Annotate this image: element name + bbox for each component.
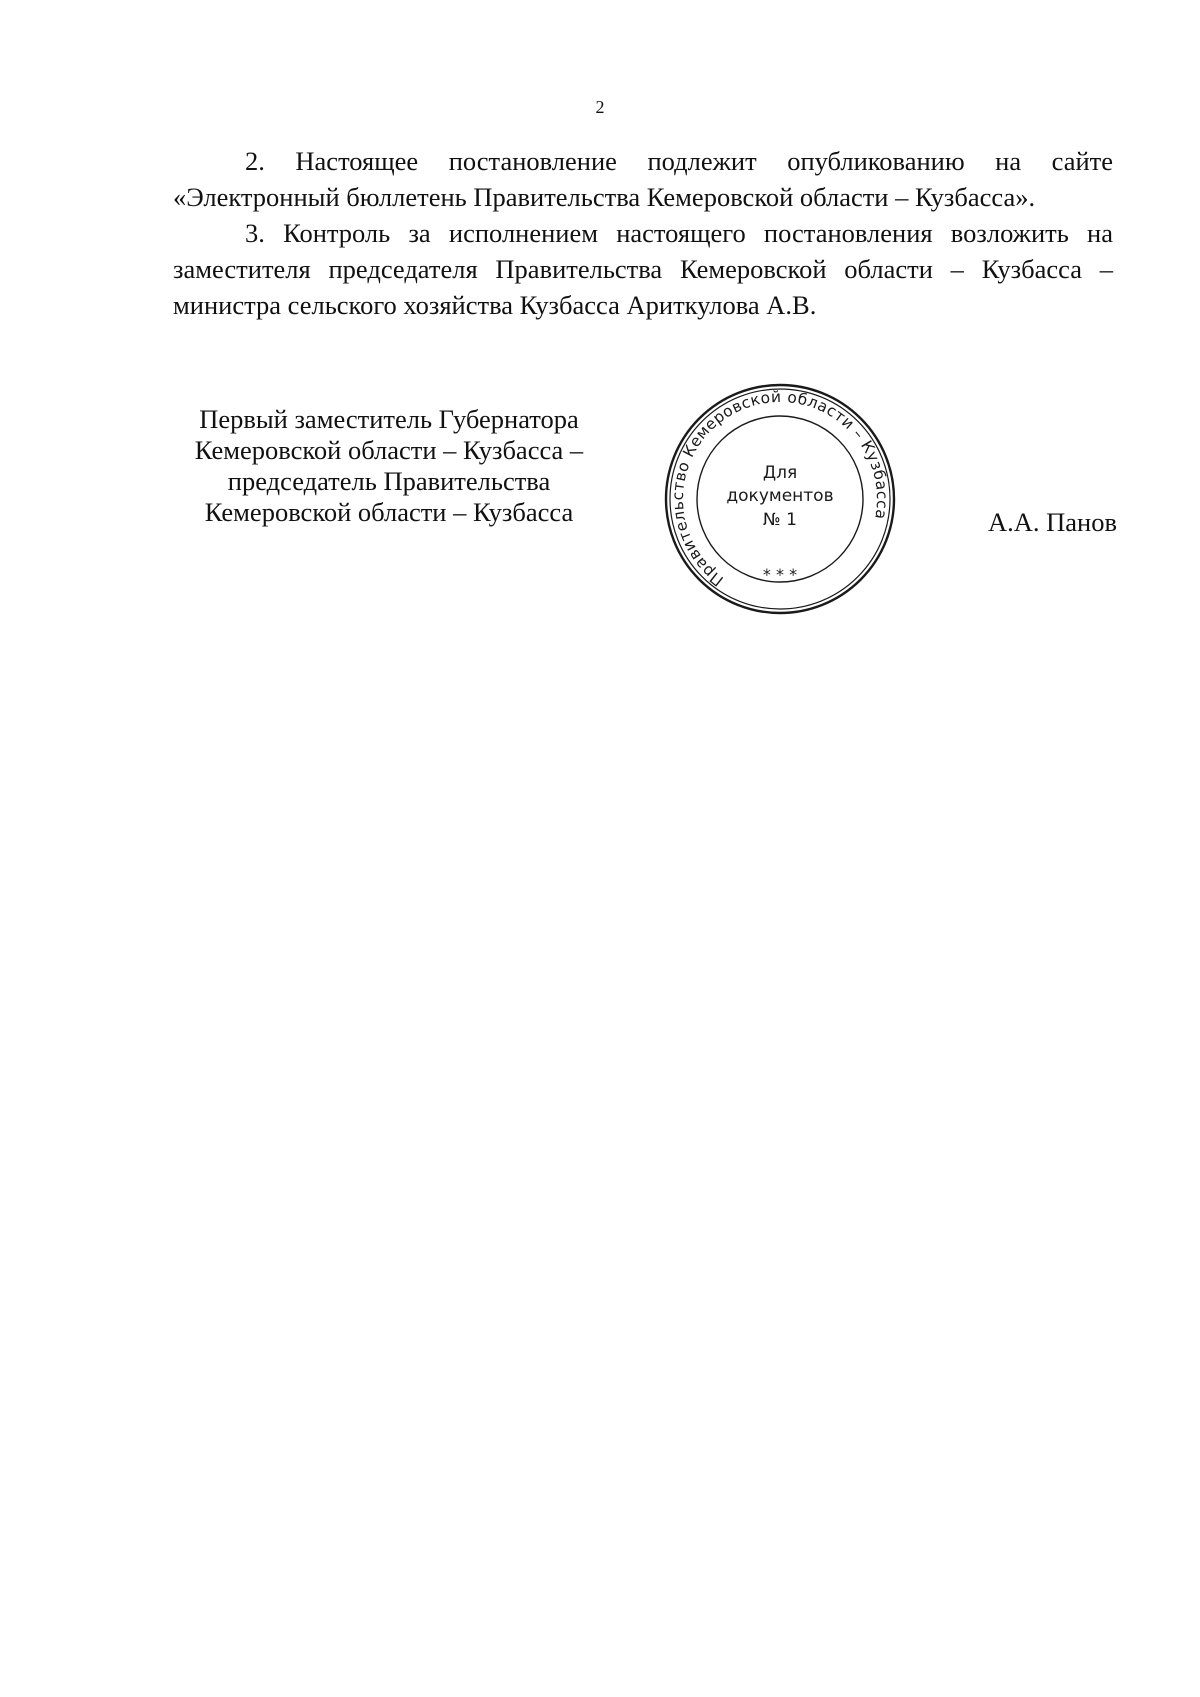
seal-center-line: документов: [726, 486, 834, 506]
paragraph-control: 3. Контроль за исполнением настоящего постановления возложить на заместителя председателя Правительства Кемеровской области – Кузбасса – министра сельского хозяйства Кузбасса Ариткулова А.В.: [173, 218, 1113, 320]
position-line: Первый заместитель Губернатора: [199, 404, 579, 434]
document-body: [173, 143, 1113, 323]
position-line: председатель Правительства: [227, 466, 551, 496]
seal-center-line: № 1: [763, 510, 797, 530]
position-line: Кемеровской области – Кузбасса –: [194, 435, 584, 465]
seal-ring-text: Правительство Кемеровской области – Кузбасса: [668, 387, 892, 590]
seal-graphic: [663, 382, 897, 616]
official-seal: [663, 382, 897, 616]
seal-center-line: Для: [762, 463, 798, 483]
signatory-position: [173, 404, 605, 528]
position-line: Кемеровской области – Кузбасса: [204, 497, 574, 527]
signatory-name: А.А. Панов: [988, 507, 1117, 537]
paragraph-publication: 2. Настоящее постановление подлежит опубликованию на сайте «Электронный бюллетень Правительства Кемеровской области – Кузбасса».: [173, 146, 1113, 212]
page-number: 2: [595, 97, 605, 117]
seal-stars: * * *: [762, 565, 798, 584]
